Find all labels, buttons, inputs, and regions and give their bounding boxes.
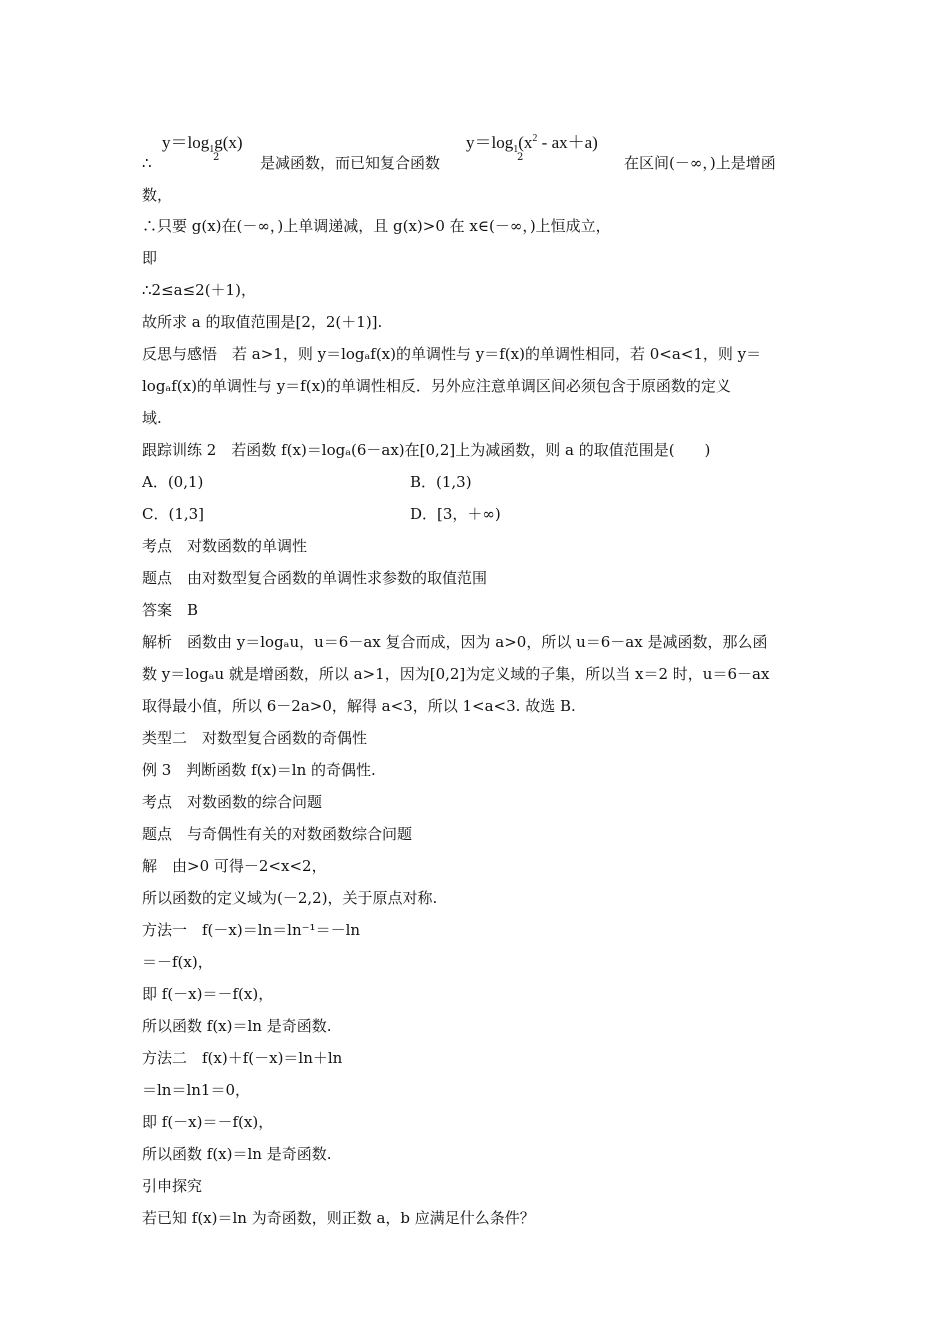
extension-heading: 引申探究 bbox=[142, 1177, 203, 1195]
topic-line-2: 考点 对数函数的综合问题 bbox=[142, 793, 323, 811]
option-a: A．(0,1) bbox=[142, 473, 204, 491]
extension-question: 若已知 f(x)＝ln 为奇函数，则正数 a，b 应满足什么条件？ bbox=[142, 1209, 535, 1227]
formula-2-tail-b: - ax＋a) bbox=[537, 133, 598, 152]
reflection-line-2: logₐf(x)的单调性与 y＝f(x)的单调性相反．另外应注意单调区间必须包含于原函数的定义 bbox=[142, 377, 731, 395]
formula-2-tail-a: (x bbox=[518, 133, 533, 152]
therefore-symbol: ∴ bbox=[142, 154, 152, 172]
method-2-line-4: 所以函数 f(x)＝ln 是奇函数. bbox=[142, 1145, 332, 1163]
method-2-line-1: 方法二 f(x)＋f(－x)＝ln＋ln bbox=[142, 1049, 343, 1067]
answer-line: 答案 B bbox=[142, 601, 199, 619]
option-c: C．(1,3] bbox=[142, 505, 205, 523]
subtopic-line-2: 题点 与奇偶性有关的对数函数综合问题 bbox=[142, 825, 413, 843]
formula-2-denominator: 2 bbox=[517, 152, 524, 163]
method-1-line-4: 所以函数 f(x)＝ln 是奇函数. bbox=[142, 1017, 332, 1035]
formula-log-half-quadratic bbox=[466, 128, 598, 153]
analysis-line-1: 解析 函数由 y＝logₐu，u＝6－ax 复合而成，因为 a>0，所以 u＝6－ax 是减函数，那么函 bbox=[142, 633, 768, 651]
reflection-line-3: 域. bbox=[142, 409, 162, 427]
option-b: B．(1,3) bbox=[410, 473, 472, 491]
section-type-2: 类型二 对数型复合函数的奇偶性 bbox=[142, 729, 368, 747]
formula-1-sub: 1 bbox=[209, 144, 215, 155]
formula-2-sub: 1 bbox=[513, 144, 519, 155]
topic-line: 考点 对数函数的单调性 bbox=[142, 537, 308, 555]
analysis-line-3: 取得最小值，所以 6－2a>0，解得 a<3，所以 1<a<3. 故选 B. bbox=[142, 697, 576, 715]
formula-2-sup: 2 bbox=[532, 133, 538, 144]
line-2: 数， bbox=[142, 186, 173, 204]
example-3: 例 3 判断函数 f(x)＝ln 的奇偶性. bbox=[142, 761, 376, 779]
method-2-line-2: ＝ln＝ln1＝0， bbox=[142, 1081, 251, 1099]
method-1-line-2: ＝－f(x)， bbox=[142, 953, 213, 971]
solution-line-2: 所以函数的定义域为(－2,2)，关于原点对称. bbox=[142, 889, 438, 907]
line-6: 故所求 a 的取值范围是[2，2(＋1)]. bbox=[142, 313, 383, 331]
line-5: ∴2≤a≤2(＋1)， bbox=[142, 281, 256, 299]
formula-1-tail: g(x) bbox=[214, 133, 243, 152]
option-d: D．[3，＋∞) bbox=[410, 505, 501, 523]
method-1-line-3: 即 f(－x)＝－f(x)， bbox=[142, 985, 274, 1003]
solution-line-1: 解 由>0 可得－2<x<2， bbox=[142, 857, 327, 875]
formula-1-denominator: 2 bbox=[213, 152, 220, 163]
line-1-end: 在区间(－∞，)上是增函 bbox=[624, 154, 776, 172]
method-2-line-3: 即 f(－x)＝－f(x)， bbox=[142, 1113, 274, 1131]
subtopic-line: 题点 由对数型复合函数的单调性求参数的取值范围 bbox=[142, 569, 488, 587]
exercise-2-question: 跟踪训练 2 若函数 f(x)＝logₐ(6－ax)在[0,2]上为减函数，则 a 的取值范围是( ) bbox=[142, 441, 711, 459]
method-1-line-1: 方法一 f(－x)＝ln＝ln⁻¹＝－ln bbox=[142, 921, 361, 939]
line-4: 即 bbox=[142, 249, 158, 267]
line-1-middle: 是减函数，而已知复合函数 bbox=[260, 154, 441, 172]
analysis-line-2: 数 y＝logₐu 就是增函数，所以 a>1，因为[0,2]为定义域的子集，所以当 x＝2 时，u＝6－ax bbox=[142, 665, 770, 683]
formula-log-half-g bbox=[162, 128, 243, 153]
reflection-line-1: 反思与感悟 若 a>1，则 y＝logₐf(x)的单调性与 y＝f(x)的单调性相同，若 0<a<1，则 y＝ bbox=[142, 345, 762, 363]
formula-1-head: y＝log bbox=[162, 133, 210, 152]
formula-2-head: y＝log bbox=[466, 133, 514, 152]
line-3: ∴只要 g(x)在(－∞，)上单调递减，且 g(x)>0 在 x∈(－∞，)上恒成立， bbox=[142, 217, 611, 235]
